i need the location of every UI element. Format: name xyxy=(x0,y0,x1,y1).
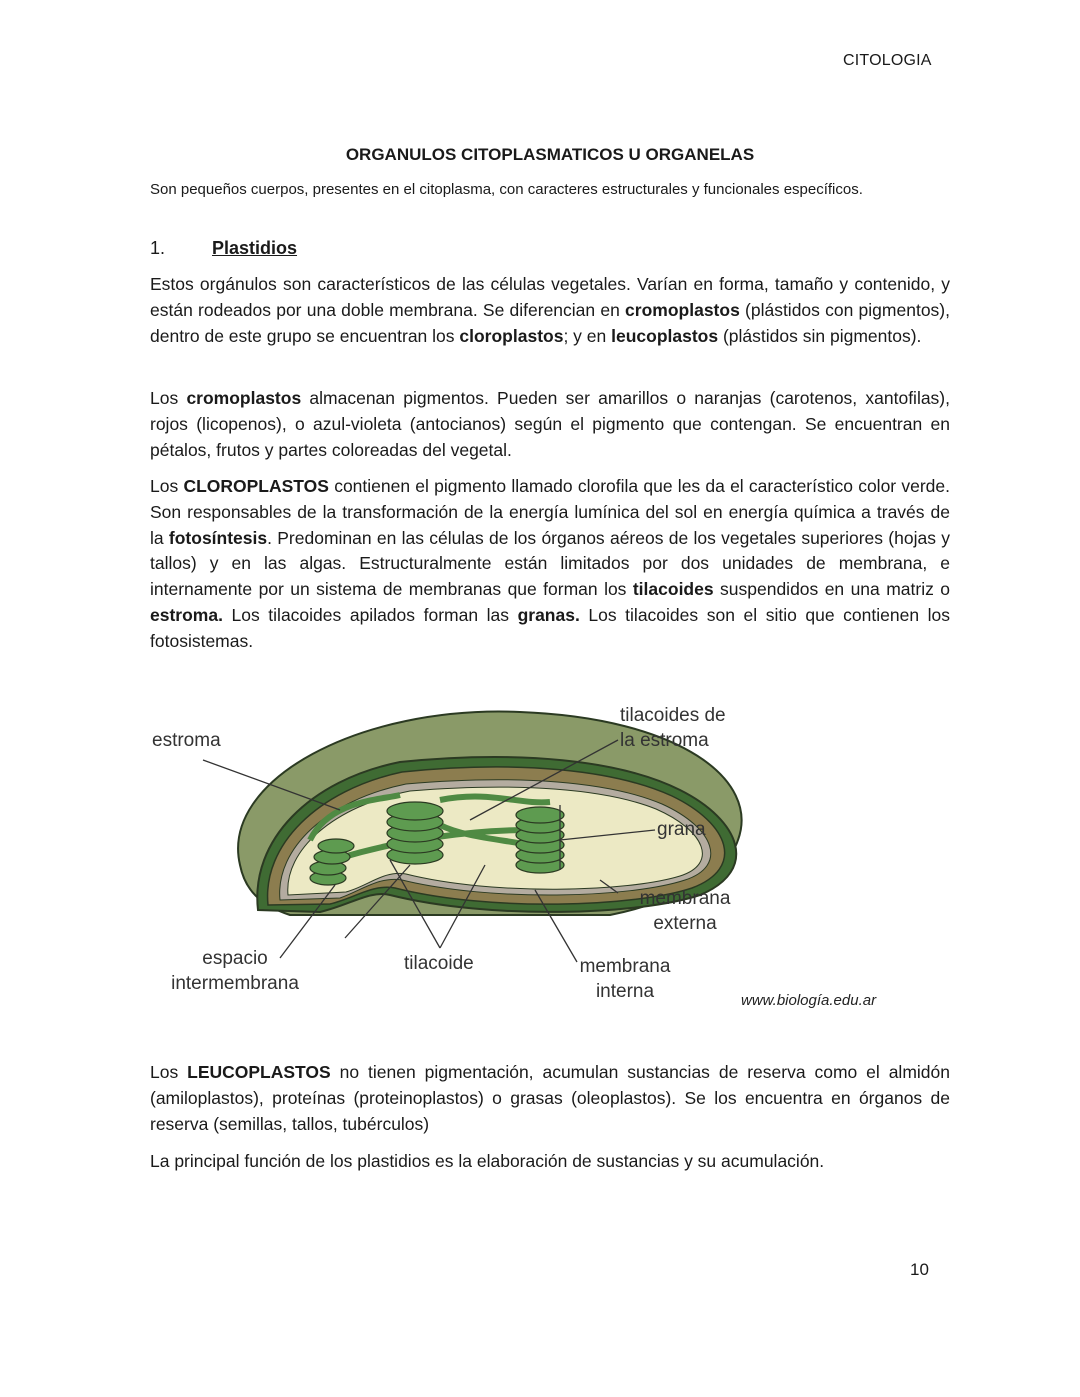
label-membrana-externa-line1: membrana xyxy=(639,888,731,909)
bold-term: leucoplastos xyxy=(611,325,719,346)
text: suspendidos en una matriz o xyxy=(713,579,950,600)
bold-term: cromoplastos xyxy=(625,299,740,320)
label-membrana-interna-line2: interna xyxy=(595,981,655,1002)
label-espacio-line1: espacio xyxy=(202,948,268,969)
paragraph-cromoplastos xyxy=(150,386,950,463)
text: Estos orgánulos son característicos de las células vegetales. Varían en forma, tamaño y contenido, y están rodeados por una doble membrana. Se diferencian en xyxy=(150,274,950,320)
label-estroma: estroma xyxy=(152,730,221,751)
running-header: CITOLOGIA xyxy=(843,52,932,69)
text: (plástidos sin pigmentos). xyxy=(718,325,922,346)
section-number: 1. xyxy=(150,238,166,258)
bold-term: estroma. xyxy=(150,604,223,625)
text: Los xyxy=(150,388,187,408)
section-heading xyxy=(150,238,297,259)
text: ; y en xyxy=(563,325,612,346)
paragraph-leucoplastos xyxy=(150,1060,950,1137)
text: (plástidos con pigmentos), dentro de este grupo se encuentran los xyxy=(150,299,950,346)
text: . Predominan en las células de los órganos aéreos de los vegetales superiores (hojas y tallos) y en las algas. Estructuralmente están limitados por dos unidades de membrana, e internamente por un sistema de membranas que forman los xyxy=(150,527,951,600)
bold-term: cloroplastos xyxy=(459,325,564,346)
bold-term: LEUCOPLASTOS xyxy=(187,1062,331,1082)
label-membrana-interna-line1: membrana xyxy=(579,956,671,977)
text: Los xyxy=(150,476,184,496)
text: no tienen pigmentación, acumulan sustancias de reserva como el almidón (amiloplastos), proteínas (proteinoplastos) o grasas (oleoplastos). Se los encuentra en órganos de reserva (semillas, tallos, tubérculos) xyxy=(150,1062,950,1134)
bold-term: granas. xyxy=(517,604,580,625)
paragraph-plastidios xyxy=(150,272,950,349)
bold-term: cromoplastos xyxy=(186,388,302,408)
label-tilacoide: tilacoide xyxy=(404,953,474,974)
text: La principal función de los plastidios es la elaboración de sustancias y su acumulación. xyxy=(150,1151,825,1171)
text: Los xyxy=(150,1062,188,1082)
label-tilacoides-estroma-line1: tilacoides de xyxy=(620,705,726,726)
text: Los tilacoides son el sitio que contienen los fotosistemas. xyxy=(150,604,950,651)
bold-term: CLOROPLASTOS xyxy=(183,476,329,496)
chloroplast-diagram xyxy=(140,690,900,1020)
label-grana: grana xyxy=(657,819,706,840)
bold-term: fotosíntesis xyxy=(168,527,268,548)
label-membrana-externa-line2: externa xyxy=(653,913,717,934)
bold-term: tilacoides xyxy=(632,579,714,600)
label-espacio-line2: intermembrana xyxy=(171,973,299,994)
text: contienen el pigmento llamado clorofila que les da el característico color verde. Son responsables de la transformación de la energía lumínica del sol en energía química a través de la xyxy=(150,476,950,548)
section-name: Plastidios xyxy=(212,238,298,258)
page-number: 10 xyxy=(910,1260,929,1279)
paragraph-funcion xyxy=(150,1149,950,1175)
text: almacenan pigmentos. Pueden ser amarillos o naranjas (carotenos, xantofilas), rojos (licopenos), o azul-violeta (antocianos) según el pigmento que contengan. Se encuentran en pétalos, frutos y partes coloreadas del vegetal. xyxy=(150,388,950,460)
text: Los tilacoides apilados forman las xyxy=(222,604,518,625)
intro-paragraph: Son pequeños cuerpos, presentes en el citoplasma, con caracteres estructurales y funcionales específicos. xyxy=(150,181,863,198)
figure-credit: www.biología.edu.ar xyxy=(741,992,877,1009)
page-title: ORGANULOS CITOPLASMATICOS U ORGANELAS xyxy=(345,145,755,164)
label-tilacoides-estroma-line2: la estroma xyxy=(620,730,709,751)
paragraph-cloroplastos xyxy=(150,474,950,655)
